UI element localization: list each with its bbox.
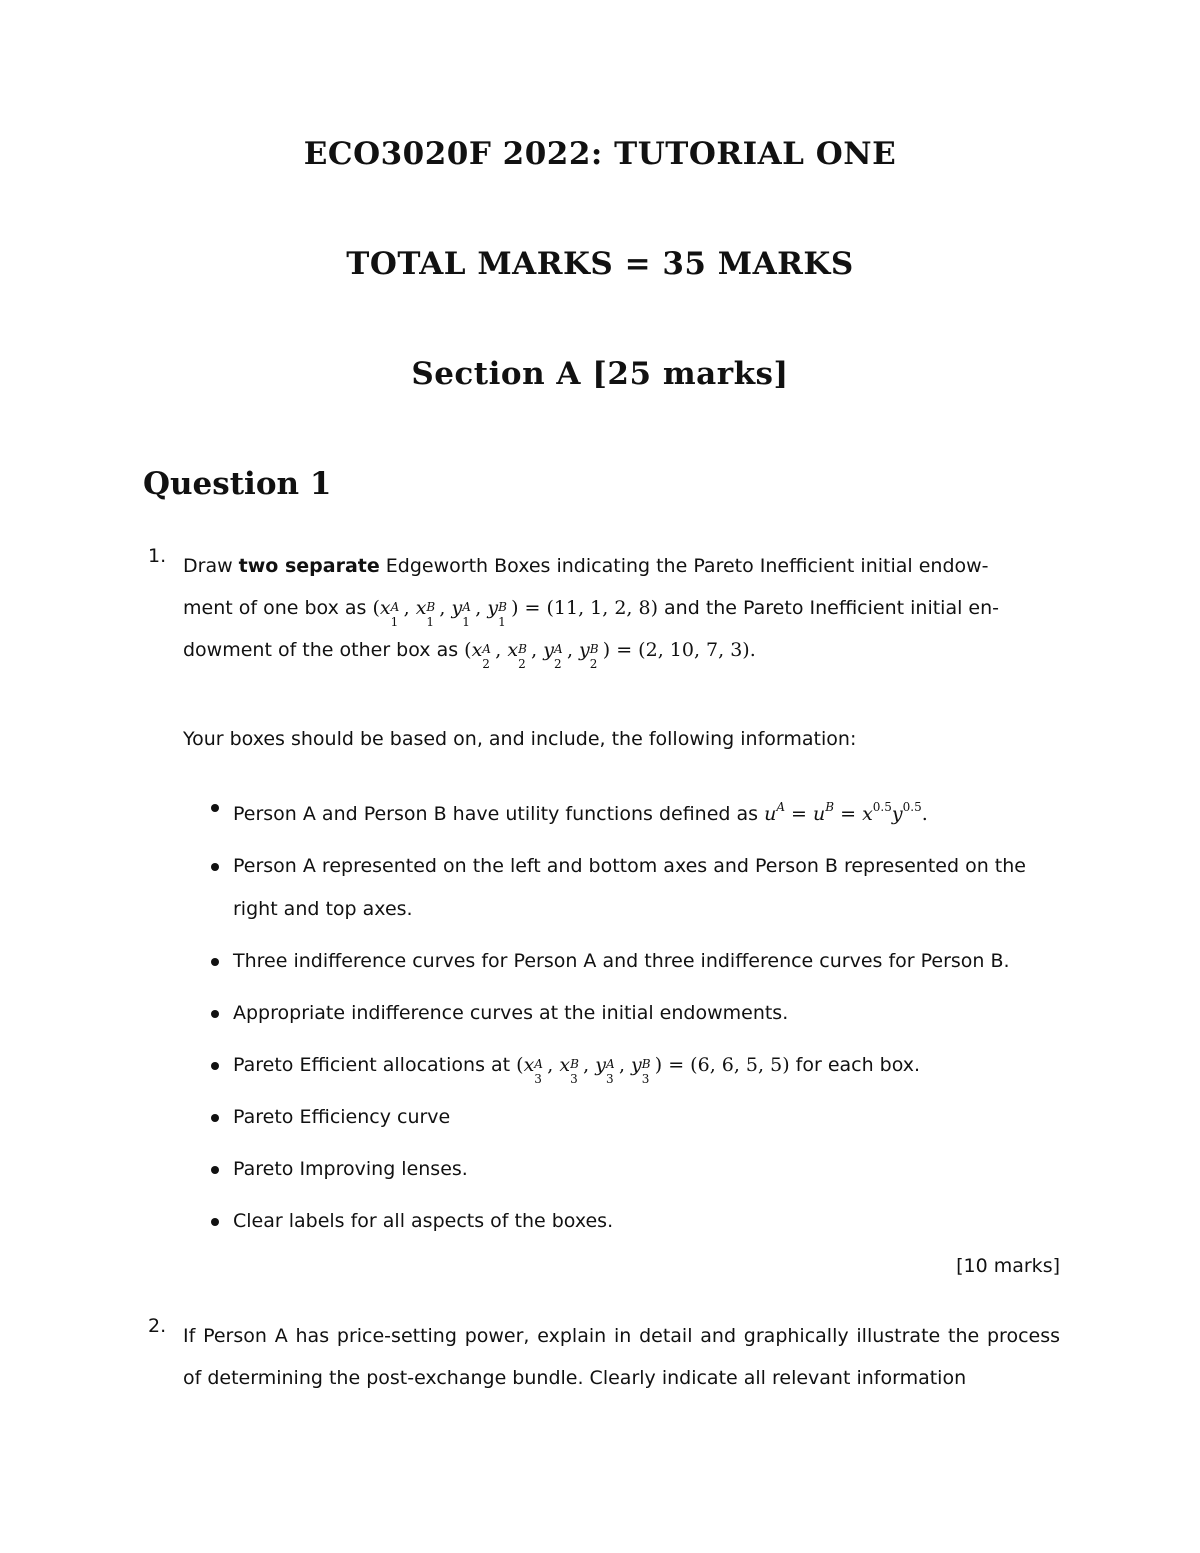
endowment-values-2: = (2, 10, 7, 3). [610, 639, 756, 661]
list-item [208, 1096, 1068, 1139]
list-item [208, 1044, 1068, 1087]
utility-function: $u^A = u^B = x^{0.5}y^{0.5}$. [764, 800, 928, 825]
list-item-text: Person A represented on the left and bottom axes and Person B represented on the right and top axes. [233, 855, 1026, 920]
item-1-text-part: and the Pareto Inefficient initial en- [664, 597, 1000, 619]
list-item [208, 786, 1068, 836]
list-item-text: Appropriate indifference curves at the initial endowments. [233, 1002, 789, 1024]
endowment-tuple-1: (x A 1 , x B 1 , y A 1 , y B 1 ) [372, 597, 519, 629]
bullet-icon [211, 1062, 219, 1070]
list-item [208, 940, 1068, 983]
item-1-text-part: Edgeworth Boxes indicating the Pareto Inefficient initial endow- [379, 555, 989, 577]
list-item-text: Pareto Efficiency curve [233, 1106, 451, 1128]
bullet-icon [211, 1218, 219, 1226]
section-heading: Section A [25 marks] [411, 356, 789, 392]
item-1-text-part: Draw [183, 555, 239, 577]
list-item [208, 1148, 1068, 1191]
item-2-text: If Person A has price-setting power, explain in detail and graphically illustrate the process of determining the post-exchange bundle. Clearly indicate all relevant information [183, 1325, 1060, 1389]
total-marks-heading: TOTAL MARKS = 35 MARKS [346, 246, 854, 282]
item-1-text [183, 545, 1060, 671]
list-item [208, 845, 1068, 931]
list-item [208, 992, 1068, 1035]
document-title: ECO3020F 2022: TUTORIAL ONE [303, 136, 897, 172]
item-1-text-part: dowment of the other box as [183, 639, 465, 661]
bullet-icon [211, 1114, 219, 1122]
list-item-text: Person A and Person B have utility functions defined as [233, 803, 765, 825]
item-number: 1. [148, 545, 167, 567]
item-1-text-part: ment of one box as [183, 597, 373, 619]
endowment-tuple-2: (x A 2 , x B 2 , y A 2 , y B 2 ) [464, 639, 611, 671]
bullet-icon [211, 804, 219, 812]
requirements-list [208, 786, 1068, 1243]
efficient-tuple: (x A 3 , x B 3 , y A 3 , y B 3 ) [516, 1054, 663, 1086]
endowment-values-1: = (11, 1, 2, 8) [518, 597, 665, 619]
instructions-intro: Your boxes should be based on, and include, the following information: [183, 728, 857, 750]
bullet-icon [211, 1010, 219, 1018]
list-item-text: Three indifference curves for Person A and three indifference curves for Person B. [233, 950, 1010, 972]
item-1-bold-text: two separate [238, 555, 380, 577]
list-item [208, 1200, 1068, 1243]
bullet-icon [211, 958, 219, 966]
list-item-text: Clear labels for all aspects of the boxes. [233, 1210, 614, 1232]
efficient-values: = (6, 6, 5, 5) [662, 1054, 796, 1076]
marks-label: [10 marks] [956, 1255, 1060, 1277]
item-number: 2. [148, 1315, 167, 1337]
question-heading: Question 1 [143, 466, 332, 502]
bullet-icon [211, 1166, 219, 1174]
list-item-text: for each box. [795, 1054, 921, 1076]
list-item-text: Pareto Improving lenses. [233, 1158, 468, 1180]
list-item-text: Pareto Efficient allocations at [233, 1054, 517, 1076]
bullet-icon [211, 863, 219, 871]
